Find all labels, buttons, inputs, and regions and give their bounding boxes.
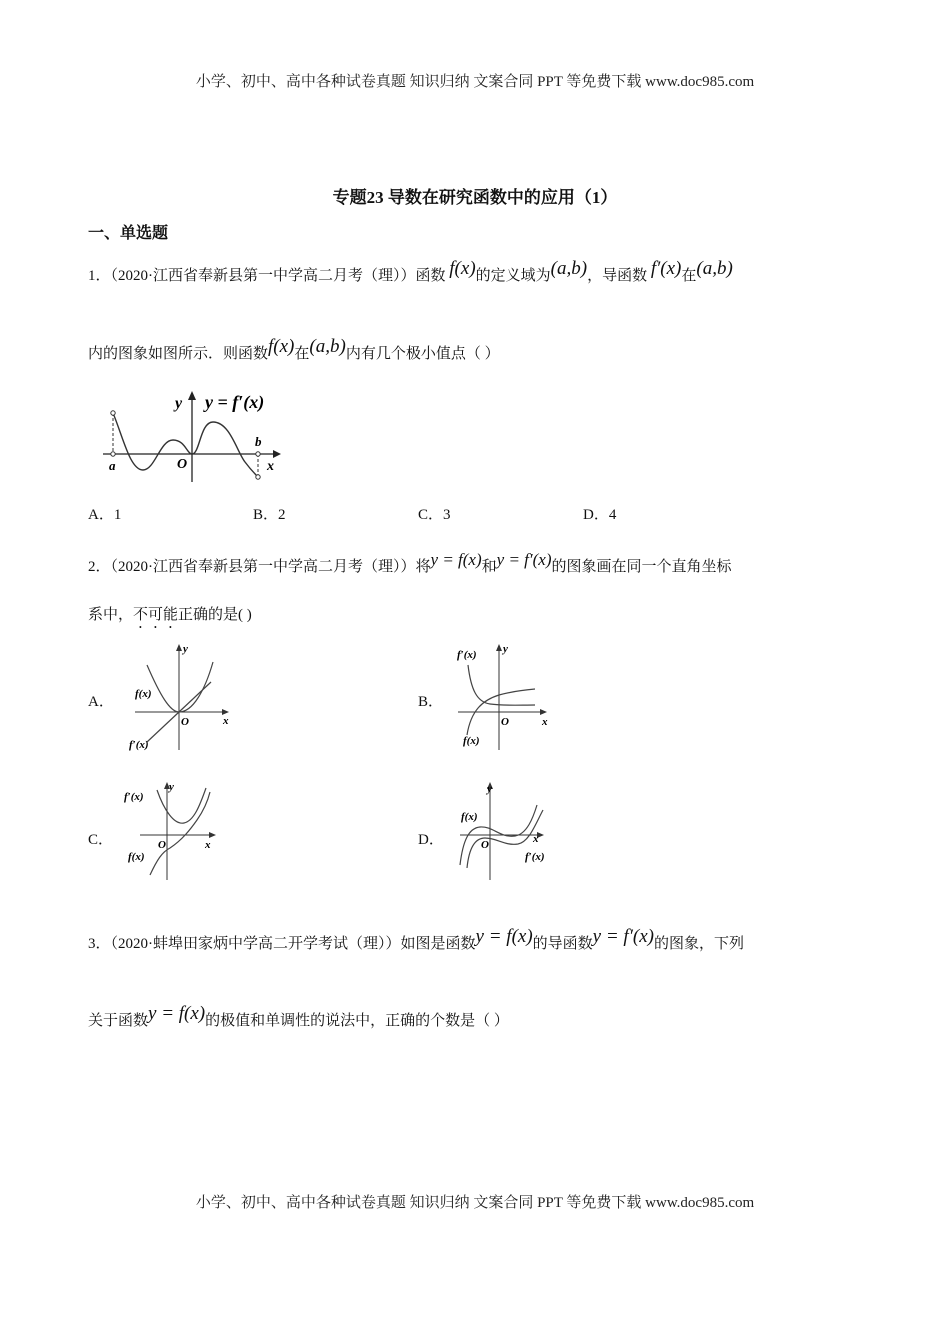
- text: 函数: [415, 268, 446, 284]
- fprime-label: f′(x): [525, 851, 545, 863]
- text: 的图象画在同一个直角坐标: [551, 559, 732, 575]
- section-heading: 一、单选题: [88, 223, 169, 242]
- question-1-derivative-graph: [95, 382, 295, 492]
- text: 内的图象如图所示．则函数: [88, 346, 269, 362]
- math-yfx: y = f(x): [430, 550, 482, 569]
- option-d[interactable]: D．4: [583, 507, 617, 523]
- fprime-label: f′(x): [129, 739, 149, 751]
- text: 的极值和单调性的说法中，正确的个数是（ ）: [205, 1013, 509, 1029]
- math-fpx: f′(x): [650, 258, 682, 279]
- option-b-graph: [455, 640, 555, 755]
- page-header-banner: 小学、初中、高中各种试卷真题 知识归纳 文案合同 PPT 等免费下载 www.doc985.com: [195, 74, 755, 90]
- f-label: f(x): [463, 735, 480, 747]
- question-1-line-1: [88, 258, 733, 285]
- text: 系中，: [88, 607, 134, 623]
- f-label: f(x): [461, 811, 478, 823]
- question-3-line-2: [88, 1003, 509, 1030]
- math-yfpx: y = f′(x): [496, 550, 552, 569]
- text: 的图象，下列: [653, 936, 744, 952]
- y-axis-label: y: [175, 395, 183, 412]
- question-number: 3．: [88, 936, 111, 952]
- curve-label: y = f′(x): [205, 392, 265, 412]
- y-axis-label: y: [169, 781, 174, 793]
- math-yfx: y = f(x): [148, 1003, 206, 1024]
- option-a[interactable]: A．: [88, 694, 114, 710]
- b-label: b: [255, 434, 262, 449]
- question-source: （2020·蚌埠田家炳中学高二开学考试（理））: [110, 936, 401, 952]
- text: 关于函数: [88, 1013, 149, 1029]
- x-axis-label: x: [542, 716, 548, 728]
- option-c-graph: [122, 780, 232, 885]
- f-label: f(x): [128, 851, 145, 863]
- question-source: （2020·江西省奉新县第一中学高二月考（理））: [110, 268, 416, 284]
- option-c[interactable]: C．: [88, 832, 114, 848]
- text: 正确的是( ): [178, 607, 252, 623]
- question-source: （2020·江西省奉新县第一中学高二月考（理））: [110, 559, 416, 575]
- x-axis-label: x: [205, 839, 211, 851]
- y-axis-label: y: [503, 643, 508, 655]
- x-axis-label: x: [267, 459, 274, 474]
- origin-label: O: [181, 716, 189, 728]
- question-2-line-2: [88, 603, 252, 632]
- math-interval: (a,b): [309, 336, 346, 357]
- origin-label: O: [481, 839, 489, 851]
- fprime-label: f′(x): [457, 649, 477, 661]
- x-axis-label: x: [223, 715, 229, 727]
- text: 将: [415, 559, 431, 575]
- question-3-line-1: [88, 926, 744, 953]
- math-yfx: y = f(x): [475, 926, 533, 947]
- question-2-line-1: [88, 550, 732, 576]
- emphasized-text: 不可能: [133, 607, 179, 623]
- text: 如图是函数: [400, 936, 476, 952]
- option-a[interactable]: A．1: [88, 507, 122, 523]
- origin-label: O: [158, 839, 166, 851]
- text: ，导函数: [587, 268, 648, 284]
- text: 在: [294, 346, 310, 362]
- document-title: 专题23 导数在研究函数中的应用（1）: [332, 188, 618, 207]
- question-number: 1．: [88, 268, 111, 284]
- f-label: f(x): [135, 688, 152, 700]
- option-b[interactable]: B．2: [253, 507, 286, 523]
- text: 在: [681, 268, 697, 284]
- option-a-graph: [125, 640, 240, 755]
- option-c[interactable]: C．3: [418, 507, 451, 523]
- origin-label: O: [501, 716, 509, 728]
- y-axis-label: y: [487, 783, 492, 795]
- math-interval: (a,b): [550, 258, 588, 279]
- option-d[interactable]: D．: [418, 832, 444, 848]
- text: 的定义域为: [475, 268, 551, 284]
- option-b[interactable]: B．: [418, 694, 444, 710]
- math-yfpx: y = f′(x): [592, 926, 654, 947]
- math-fx: f(x): [268, 336, 295, 357]
- a-label: a: [109, 458, 116, 473]
- math-fx: f(x): [449, 258, 476, 279]
- question-number: 2．: [88, 559, 111, 575]
- text: 的导函数: [532, 936, 593, 952]
- text: 和: [481, 559, 497, 575]
- fprime-label: f′(x): [124, 791, 144, 803]
- text: 内有几个极小值点（ ）: [345, 346, 500, 362]
- origin-label: O: [177, 457, 188, 472]
- option-d-graph: [455, 780, 565, 885]
- question-1-line-2: [88, 336, 500, 363]
- math-interval: (a,b): [696, 258, 733, 279]
- y-axis-label: y: [183, 643, 188, 655]
- page-footer-banner: 小学、初中、高中各种试卷真题 知识归纳 文案合同 PPT 等免费下载 www.doc985.com: [195, 1195, 755, 1211]
- x-axis-label: x: [533, 833, 539, 845]
